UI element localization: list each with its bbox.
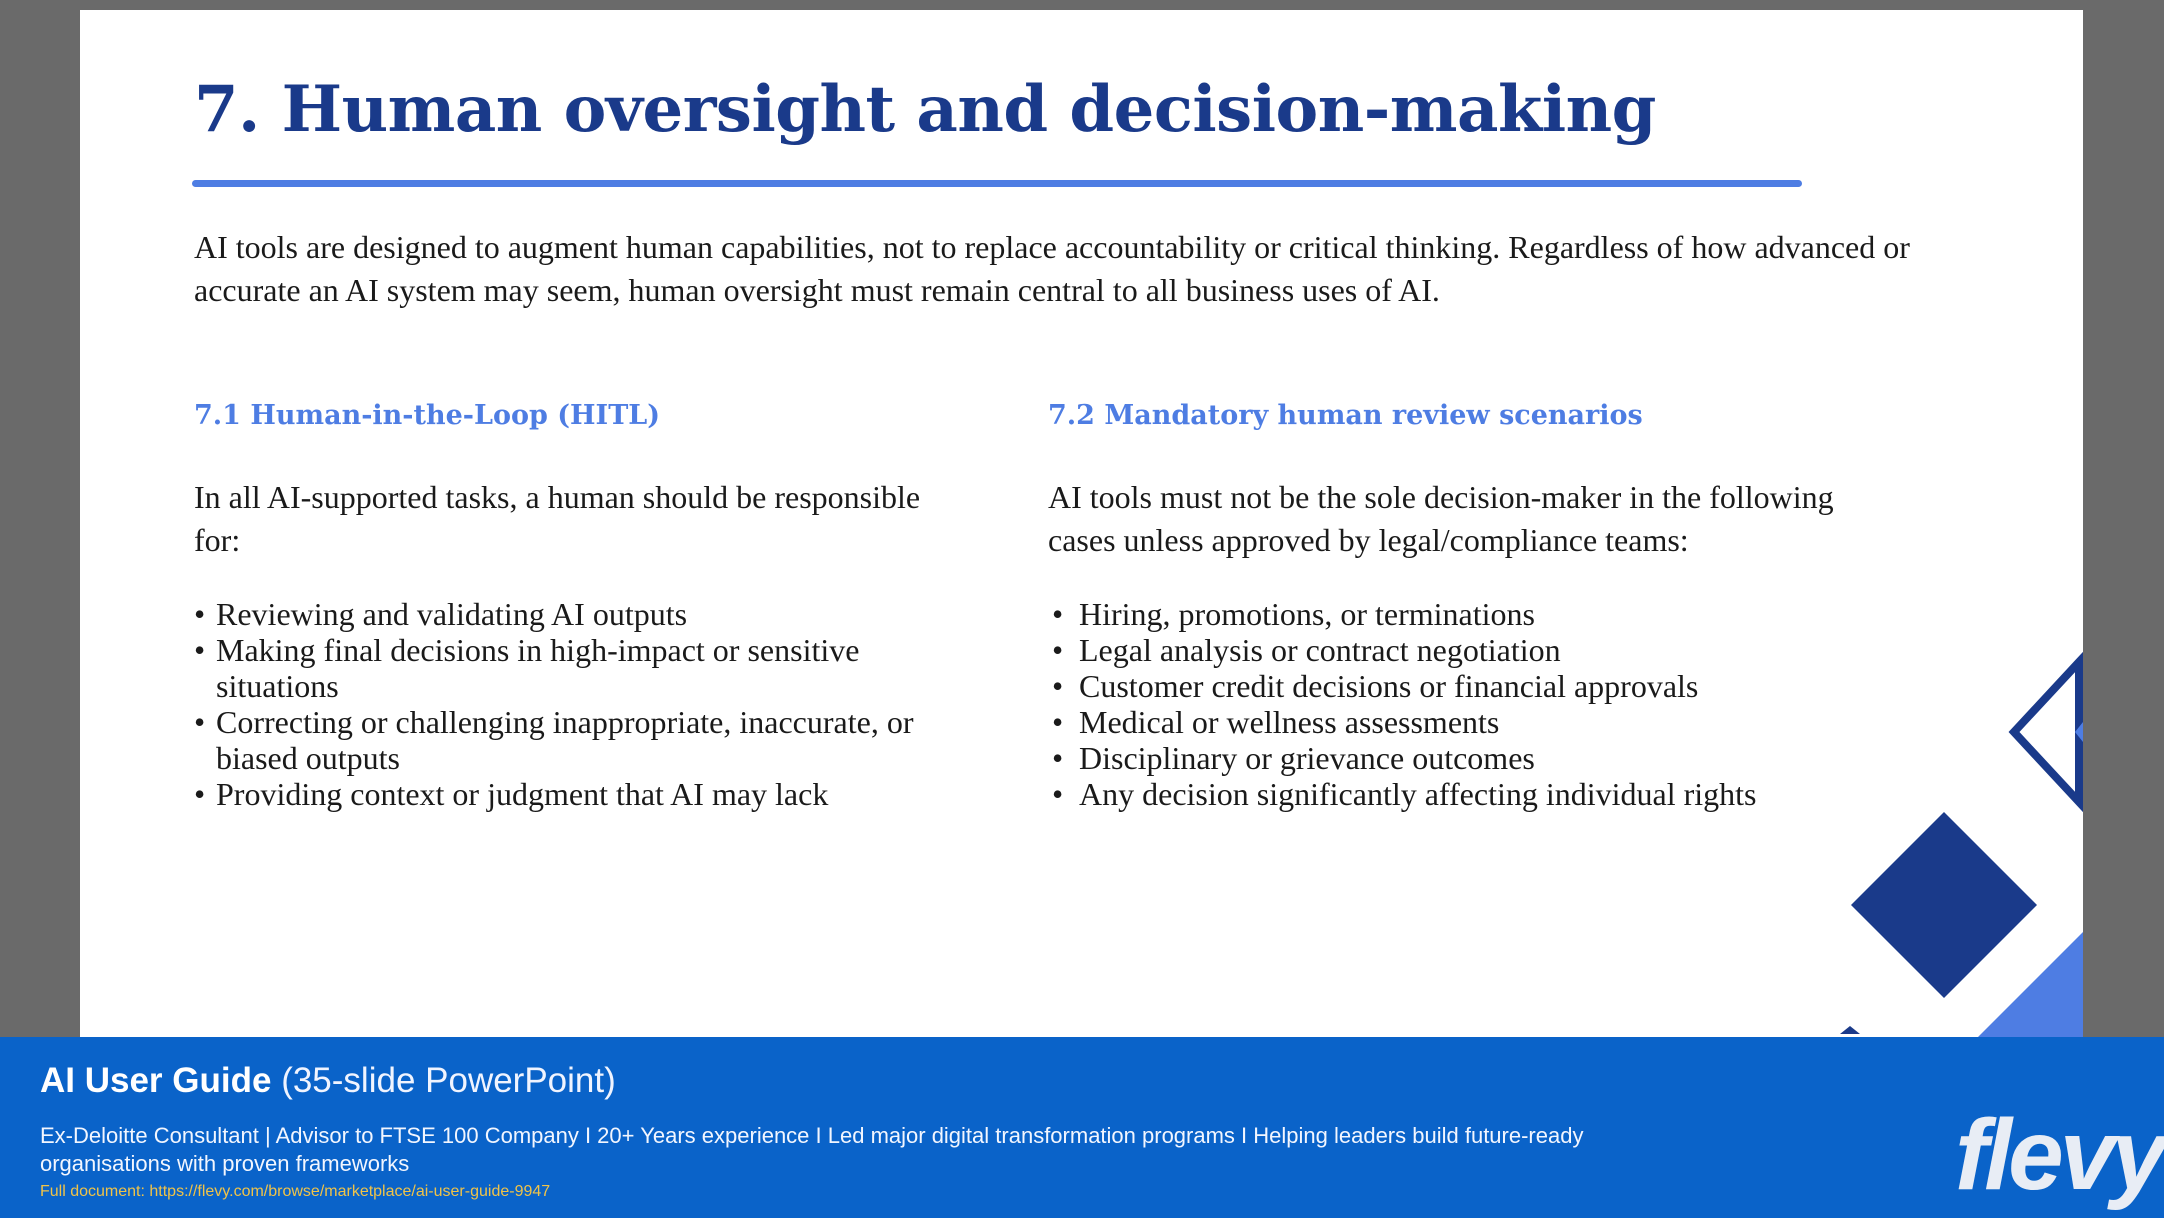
bullet-item: • Reviewing and validating AI outputs [194,596,954,632]
bullet-item: • Customer credit decisions or financial approvals [1048,668,1908,704]
review-heading: 7.2 Mandatory human review scenarios [1048,400,1643,431]
review-lead: AI tools must not be the sole decision-maker in the following cases unless approved by legal/compliance teams: [1048,479,1834,558]
slide [80,10,2083,1040]
bullet-item: • Legal analysis or contract negotiation [1048,632,1908,668]
footer-title-detail: (35-slide PowerPoint) [281,1061,616,1100]
bullet-item: • Any decision significantly affecting individual rights [1048,776,1908,812]
flevy-logo[interactable]: flevy [1955,1099,2163,1211]
bullet-item: • Disciplinary or grievance outcomes [1048,740,1908,776]
outline-diamond-shape [2014,662,2079,802]
hitl-heading: 7.1 Human-in-the-Loop (HITL) [194,400,661,431]
footer-description: Ex-Deloitte Consultant | Advisor to FTSE 100 Company I 20+ Years experience I Led major digital transformation programs I Helping leaders build future-ready organisations with proven frameworks [40,1123,1584,1176]
document-link[interactable]: Full document: https://flevy.com/browse/marketplace/ai-user-guide-9947 [40,1183,551,1200]
hitl-lead: In all AI-supported tasks, a human should be responsible for: [194,479,921,558]
bullet-item: • Hiring, promotions, or terminations [1048,596,1908,632]
promo-footer [0,1037,2164,1218]
intro-paragraph: AI tools are designed to augment human capabilities, not to replace accountability or critical thinking. Regardless of how advanced or accurate an AI system may seem, human oversight must remain central to all business uses of AI. [194,229,1910,308]
footer-title-bold: AI User Guide [40,1061,272,1100]
slide-title: 7. Human oversight and decision-making [194,72,1656,147]
tiny-diamond-shape [1840,1026,1860,1034]
navy-diamond-shape [1851,812,2037,998]
bullet-item: • Correcting or challenging inappropriate, inaccurate, or biased outputs [194,704,954,776]
decorative-diamonds [80,10,2083,1040]
bullet-item: • Providing context or judgment that AI may lack [194,776,954,812]
footer-title [40,1061,616,1101]
bullet-item: • Making final decisions in high-impact or sensitive situations [194,632,954,704]
bullet-item: • Medical or wellness assessments [1048,704,1908,740]
